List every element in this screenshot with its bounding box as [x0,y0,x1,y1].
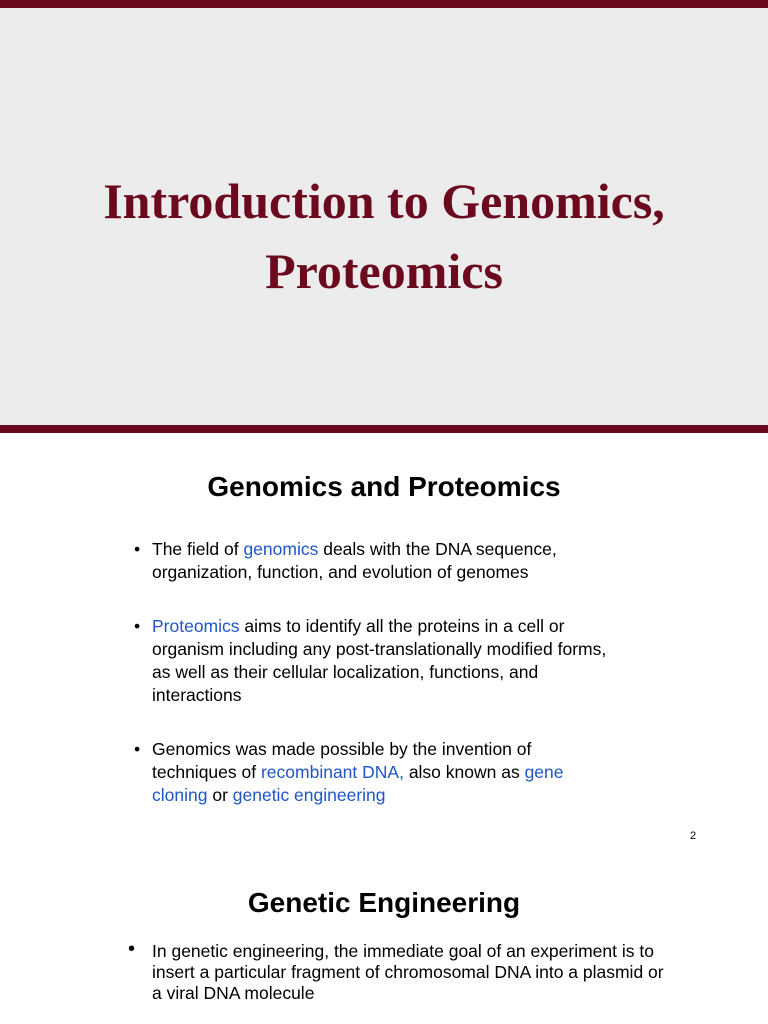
bottom-accent-bar [0,425,768,433]
slide-title-line2: Proteomics [265,243,503,299]
bullet-text: aims to identify all the proteins in a cell or organism including any post-translationally modified forms, as well as their cellular localization, functions, and interactions [152,616,607,705]
bullet-text: or [207,785,233,805]
title-slide [0,0,768,433]
bullet-text: In genetic engineering, the immediate goal of an experiment is to insert a particular fragment of chromosomal DNA into a plasmid or a viral DNA molecule [152,941,664,1003]
keyword-gene-cloning: gene cloning [152,762,564,805]
keyword-proteomics: Proteomics [152,616,240,636]
section-heading: Genetic Engineering [247,887,521,918]
bullet-text: also known as [403,762,525,782]
page-number: 2 [690,830,697,842]
keyword-genomics: genomics [243,539,319,559]
slide-title [0,166,768,306]
bullet-text: The field of [152,539,244,559]
bullet-text: Genomics was made possible by the invention of techniques of [152,739,532,782]
top-accent-bar [0,0,768,8]
slide-title-line1: Introduction to Genomics, [103,173,665,229]
bullet-dot-icon: • [128,938,136,960]
section-heading: Genomics and Proteomics [207,471,561,502]
bullet-text: deals with the DNA sequence, organization, function, and evolution of genomes [152,539,557,582]
bullet-dot-icon: • [134,739,141,759]
bullet-item [134,738,612,807]
keyword-recombinant-dna: recombinant DNA, [260,762,404,782]
bullet-item [134,538,612,584]
keyword-genetic-engineering: genetic engineering [232,785,386,805]
bullet-item [128,938,672,1004]
bullet-dot-icon: • [134,539,141,559]
bullet-dot-icon: • [134,616,141,636]
bullet-item [134,615,612,707]
